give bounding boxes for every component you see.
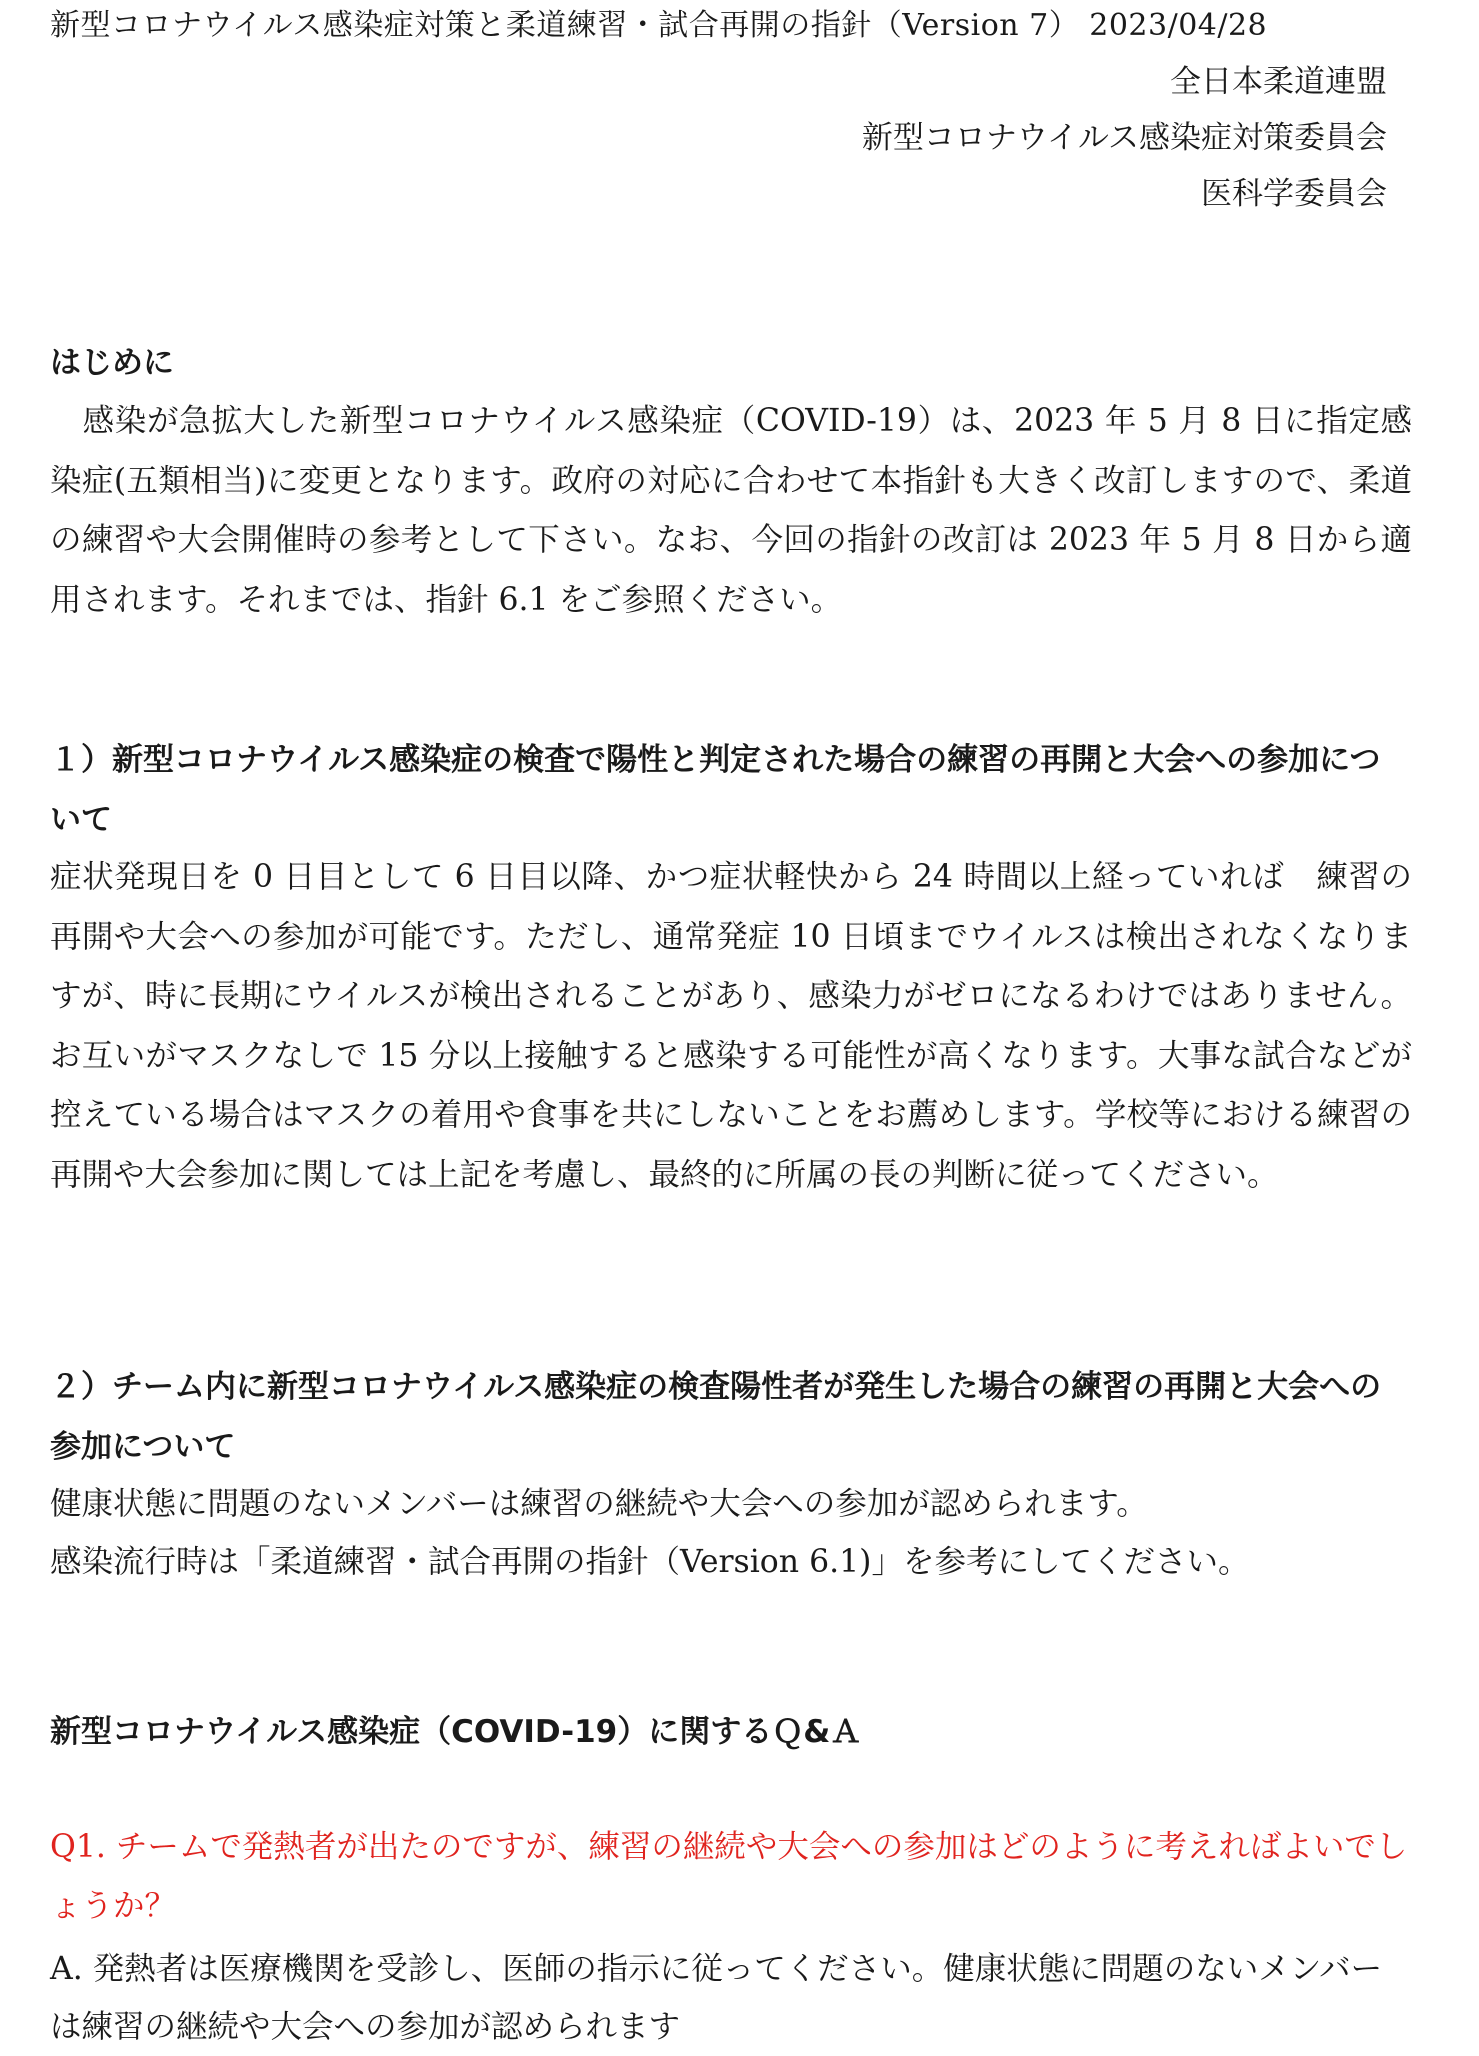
qa-answer-1: A. 発熱者は医療機関を受診し、医師の指示に従ってください。健康状態に問題のないメンバーは練習の継続や大会への参加が認められます <box>50 1951 1383 2045</box>
section1-paragraph: 症状発現日を 0 日目として 6 日目以降、かつ症状軽快から 24 時間以上経っていれば 練習の再開や大会への参加が可能です。ただし、通常発症 10 日頃までウイルスは検出されなくなりますが、時に長期にウイルスが検出されることがあり、感染力がゼロになるわけではありません。お互いがマスクなしで 15 分以上接触すると感染する可能性が高くなります。大事な試合などが控えている場合はマスクの着用や食事を共にしないことをお薦めします。学校等における練習の再開や大会参加に関しては上記を考慮し、最終的に所属の長の判断に従ってください。 <box>50 859 1412 1193</box>
org-name-judo-federation: 全日本柔道連盟 <box>1170 64 1387 100</box>
intro-heading: はじめに <box>50 345 174 381</box>
section1-heading: １）新型コロナウイルス感染症の検査で陽性と判定された場合の練習の再開と大会への参加について <box>50 742 1381 838</box>
qa-heading: 新型コロナウイルス感染症（COVID-19）に関するＱ&Ａ <box>50 1714 862 1750</box>
qa-question-1: Q1. チームで発熱者が出たのですが、練習の継続や大会への参加はどのように考えればよいでしょうか？ <box>50 1829 1408 1924</box>
document-title: 新型コロナウイルス感染症対策と柔道練習・試合再開の指針（Version 7） 2023/04/28 <box>50 8 1268 43</box>
section2-line-1: 健康状態に問題のないメンバーは練習の継続や大会への参加が認められます。 <box>50 1486 1148 1522</box>
section2-line-2: 感染流行時は「柔道練習・試合再開の指針（Version 6.1)」を参考にしてください。 <box>50 1544 1250 1580</box>
org-name-medical-committee: 医科学委員会 <box>1201 176 1387 212</box>
section2-heading: ２）チーム内に新型コロナウイルス感染症の検査陽性者が発生した場合の練習の再開と大会への参加について <box>50 1369 1382 1465</box>
intro-body: 感染が急拡大した新型コロナウイルス感染症（COVID-19）は、2023 年 5 月 8 日に指定感染症(五類相当)に変更となります。政府の対応に合わせて本指針も大きく改訂しますので、柔道の練習や大会開催時の参考として下さい。なお、今回の指針の改訂は 2023 年 5 月 8 日から適用されます。それまでは、指針 6.1 をご参照ください。 <box>50 403 1412 618</box>
intro-paragraph <box>50 392 1412 630</box>
org-name-covid-committee: 新型コロナウイルス感染症対策委員会 <box>861 120 1387 156</box>
